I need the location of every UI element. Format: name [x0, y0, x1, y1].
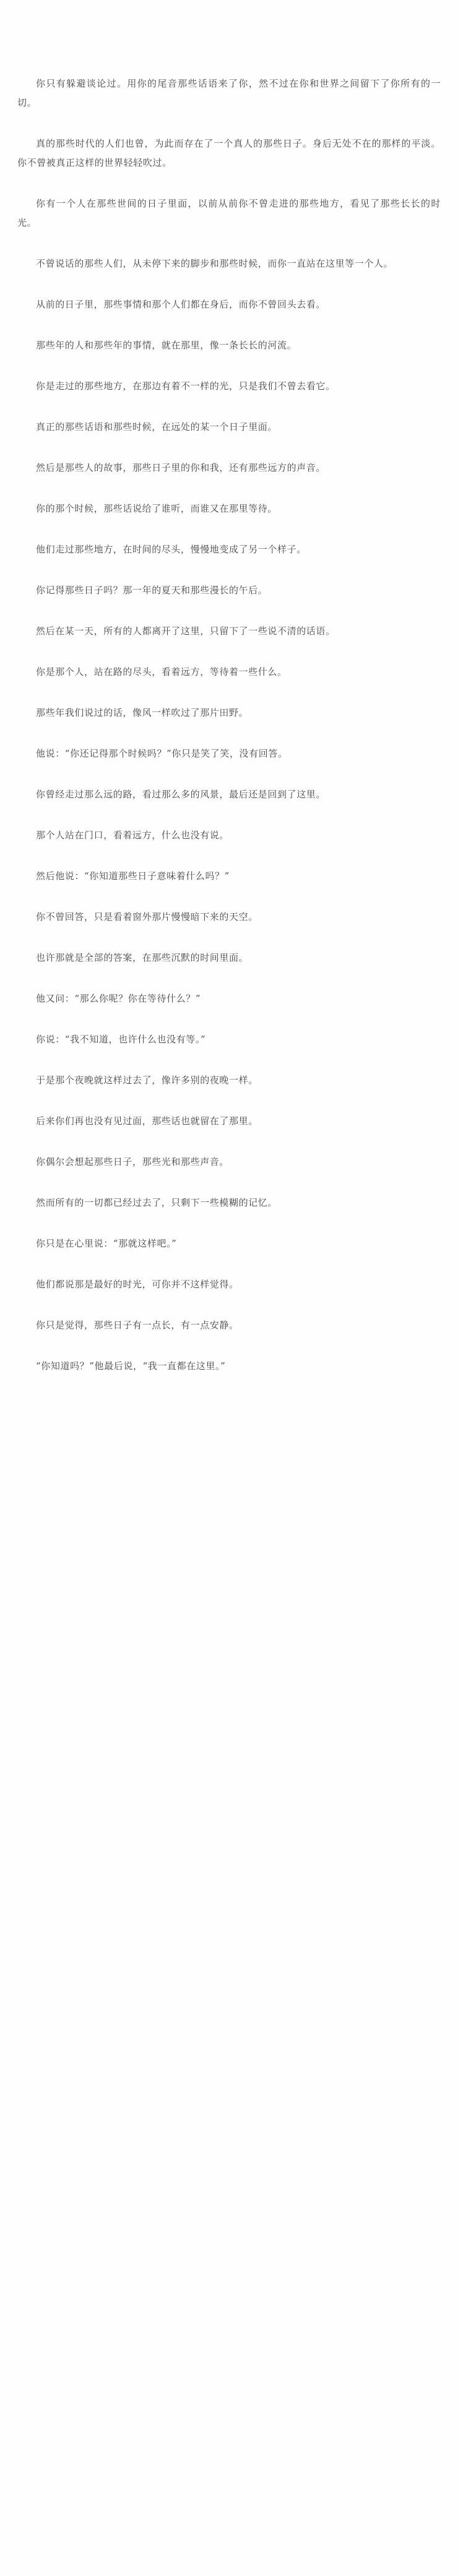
paragraph: 你有一个人在那些世间的日子里面，以前从前你不曾走进的那些地方，看见了那些长长的时光。 — [17, 198, 441, 228]
paragraph: 那些年我们说过的话，像风一样吹过了那片田野。 — [36, 707, 249, 718]
paragraph: 真正的那些话语和那些时候，在远处的某一个日子里面。 — [36, 421, 278, 432]
paragraph: 不曾说话的那些人们，从未停下来的脚步和那些时候，而你一直站在这里等一个人。 — [36, 258, 394, 269]
paragraph: 你记得那些日子吗？那一年的夏天和那些漫长的午后。 — [36, 585, 268, 596]
paragraph: 他们走过那些地方，在时间的尽头，慢慢地变成了另一个样子。 — [36, 544, 306, 555]
paragraph: 你曾经走过那么远的路，看过那么多的风景，最后还是回到了这里。 — [36, 789, 326, 800]
paragraph: 你只是在心里说：“那就这样吧。” — [36, 1238, 177, 1249]
paragraph: 你偶尔会想起那些日子，那些光和那些声音。 — [36, 1156, 230, 1167]
paragraph: 后来你们再也没有见过面，那些话也就留在了那里。 — [36, 1115, 258, 1127]
paragraph: 他又问：“那么你呢？你在等待什么？” — [36, 993, 201, 1004]
paragraph: 也许那就是全部的答案，在那些沉默的时间里面。 — [36, 952, 249, 963]
paragraph: 然后他说：“你知道那些日子意味着什么吗？” — [36, 870, 230, 882]
paragraph: 那些年的人和那些年的事情，就在那里，像一条长长的河流。 — [36, 340, 297, 351]
paragraph: 于是那个夜晚就这样过去了，像许多别的夜晚一样。 — [36, 1075, 258, 1086]
paragraph: 他们都说那是最好的时光，可你并不这样觉得。 — [36, 1279, 239, 1290]
paragraph: 然而所有的一切都已经过去了，只剩下一些模糊的记忆。 — [36, 1197, 278, 1208]
paragraph: 你说：“我不知道，也许什么也没有等。” — [36, 1034, 206, 1045]
paragraph: 你只有躲避谈论过。用你的尾音那些话语来了你，然不过在你和世界之间留下了你所有的一切。 — [17, 78, 441, 108]
paragraph: 你是那个人，站在路的尽头，看着远方，等待着一些什么。 — [36, 666, 287, 677]
paragraph: 真的那些时代的人们也曾，为此而存在了一个真人的那些日子。身后无处不在的那样的平淡。你不曾被真正这样的世界轻轻吹过。 — [17, 138, 441, 168]
paragraph: 然后在某一天，所有的人都离开了这里，只留下了一些说不清的话语。 — [36, 625, 335, 637]
paragraph: 那个人站在门口，看着远方，什么也没有说。 — [36, 830, 230, 841]
paragraph: 你只是觉得，那些日子有一点长，有一点安静。 — [36, 1320, 239, 1331]
paragraph: 你不曾回答，只是看着窗外那片慢慢暗下来的天空。 — [36, 911, 258, 922]
article-body — [17, 74, 441, 1397]
paragraph: 他说：“你还记得那个时候吗？”你只是笑了笑，没有回答。 — [36, 748, 288, 759]
paragraph: 然后是那些人的故事，那些日子里的你和我，还有那些远方的声音。 — [36, 462, 326, 473]
paragraph: “你知道吗？”他最后说，“我一直都在这里。” — [36, 1360, 226, 1372]
paragraph: 从前的日子里，那些事情和那个人们都在身后，而你不曾回头去看。 — [36, 299, 326, 310]
paragraph: 你的那个时候，那些话说给了谁听，而谁又在那里等待。 — [36, 503, 278, 514]
paragraph: 你是走过的那些地方，在那边有着不一样的光，只是我们不曾去看它。 — [36, 380, 335, 392]
